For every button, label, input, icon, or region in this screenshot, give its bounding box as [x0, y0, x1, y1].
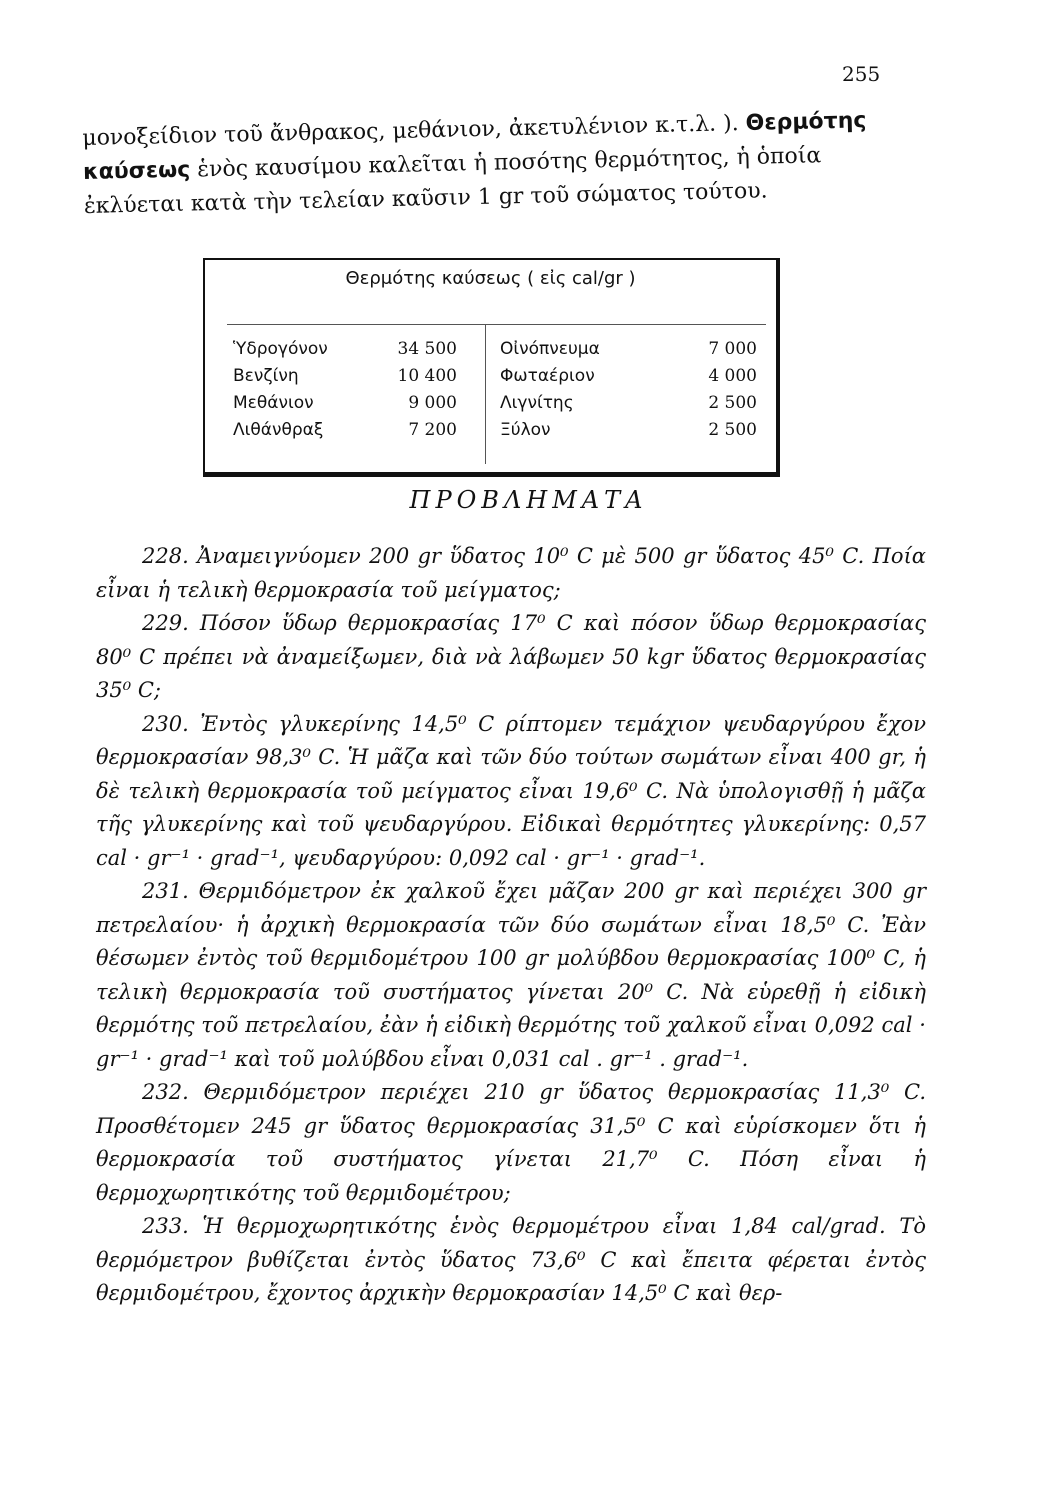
table-cell: 2 500: [708, 393, 757, 413]
table-cell: 7 200: [408, 420, 457, 440]
table-rule: [227, 324, 766, 325]
table-cell: 10 400: [397, 366, 457, 386]
table-cell: Βενζίνη: [233, 366, 299, 386]
problems-heading: ΠΡΟΒΛΗΜΑΤΑ: [409, 486, 648, 514]
table-cell: Μεθάνιον: [233, 393, 314, 413]
heat-of-combustion-table: [203, 258, 780, 477]
table-cell: Ὑδρογόνον: [233, 339, 328, 359]
intro-text-end: ἑνὸς καυσίμου καλεῖται ἡ ποσότης θερμότητος, ἡ ὁποία ἐκλύεται κατὰ τὴν τελείαν καῦσιν 1 gr τοῦ σώματος τούτου.: [83, 143, 822, 219]
table-left-names: [233, 336, 328, 444]
table-right-names: [500, 336, 600, 444]
page-number: 255: [842, 62, 881, 86]
intro-paragraph: [82, 103, 914, 224]
table-cell: Λιθάνθραξ: [233, 420, 324, 440]
problems-list: [96, 540, 926, 1311]
problem-233: 233. Ἡ θερμοχωρητικότης ἑνὸς θερμομέτρου εἶναι 1,84 cal/grad. Τὸ θερμόμετρον βυθίζεται ἐντὸς ὕδατος 73,6⁰ C καὶ ἔπειτα φέρεται ἐντὸς θερμιδομέτρου, ἔχοντος ἀρχικὴν θερμοκρασίαν 14,5⁰ C καὶ θερ-: [96, 1214, 926, 1305]
table-cell: 4 000: [708, 366, 757, 386]
table-cell: Φωταέριον: [500, 366, 595, 386]
table-cell: 34 500: [397, 339, 457, 359]
intro-term: Θερμότης καύσεως: [82, 108, 867, 185]
table-title: Θερμότης καύσεως ( εἰς cal/gr ): [345, 268, 636, 289]
table-cell: Οἰνόπνευμα: [500, 339, 600, 359]
table-cell: 2 500: [708, 420, 757, 440]
table-cell: 9 000: [408, 393, 457, 413]
problem-231: 231. Θερμιδόμετρον ἐκ χαλκοῦ ἔχει μᾶζαν 200 gr καὶ περιέχει 300 gr πετρελαίου· ἡ ἀρχικὴ θερμοκρασία τῶν δύο σωμάτων εἶναι 18,5⁰ C. Ἐὰν θέσωμεν ἐντὸς τοῦ θερμιδομέτρου 100 gr μολύβδου θερμοκρασίας 100⁰ C, ἡ τελικὴ θερμοκρασία τοῦ συστήματος γίνεται 20⁰ C. Νὰ εὑρεθῇ ἡ εἰδικὴ θερμότης τοῦ πετρελαίου, ἐὰν ἡ εἰδικὴ θερμότης τοῦ χαλκοῦ εἶναι 0,092 cal · gr⁻¹ · grad⁻¹ καὶ τοῦ μολύβδου εἶναι 0,031 cal . gr⁻¹ . grad⁻¹.: [96, 879, 926, 1071]
table-cell: Λιγνίτης: [500, 393, 574, 413]
table-cell: Ξύλον: [500, 420, 551, 440]
table-cell: 7 000: [708, 339, 757, 359]
intro-text-start: μονοξείδιον τοῦ ἄνθρακος, μεθάνιον, ἀκετυλένιον κ.τ.λ. ).: [82, 110, 746, 151]
problem-230: 230. Ἐντὸς γλυκερίνης 14,5⁰ C ρίπτομεν τεμάχιον ψευδαργύρου ἔχον θερμοκρασίαν 98,3⁰ C. Ἡ μᾶζα καὶ τῶν δύο τούτων σωμάτων εἶναι 400 gr, ἡ δὲ τελικὴ θερμοκρασία τοῦ μείγματος εἶναι 19,6⁰ C. Νὰ ὑπολογισθῇ ἡ μᾶζα τῆς γλυκερίνης καὶ τοῦ ψευδαργύρου. Εἰδικαὶ θερμότητες γλυκερίνης: 0,57 cal · gr⁻¹ · grad⁻¹, ψευδαργύρου: 0,092 cal · gr⁻¹ · grad⁻¹.: [96, 711, 926, 870]
problem-229: 229. Πόσον ὕδωρ θερμοκρασίας 17⁰ C καὶ πόσον ὕδωρ θερμοκρασίας 80⁰ C πρέπει νὰ ἀναμείξωμεν, διὰ νὰ λάβωμεν 50 kgr ὕδατος θερμοκρασίας 35⁰ C;: [96, 611, 926, 702]
problem-232: 232. Θερμιδόμετρον περιέχει 210 gr ὕδατος θερμοκρασίας 11,3⁰ C. Προσθέτομεν 245 gr ὕδατος θερμοκρασίας 31,5⁰ C καὶ εὑρίσκομεν ὅτι ἡ θερμοκρασία τοῦ συστήματος γίνεται 21,7⁰ C. Πόση εἶναι ἡ θερμοχωρητικότης τοῦ θερμιδομέτρου;: [96, 1080, 926, 1205]
table-divider: [485, 325, 486, 464]
table-left-values: [365, 336, 457, 444]
problem-228: 228. Ἀναμειγνύομεν 200 gr ὕδατος 10⁰ C μὲ 500 gr ὕδατος 45⁰ C. Ποία εἶναι ἡ τελικὴ θερμοκρασία τοῦ μείγματος;: [96, 544, 926, 602]
table-right-values: [675, 336, 757, 444]
